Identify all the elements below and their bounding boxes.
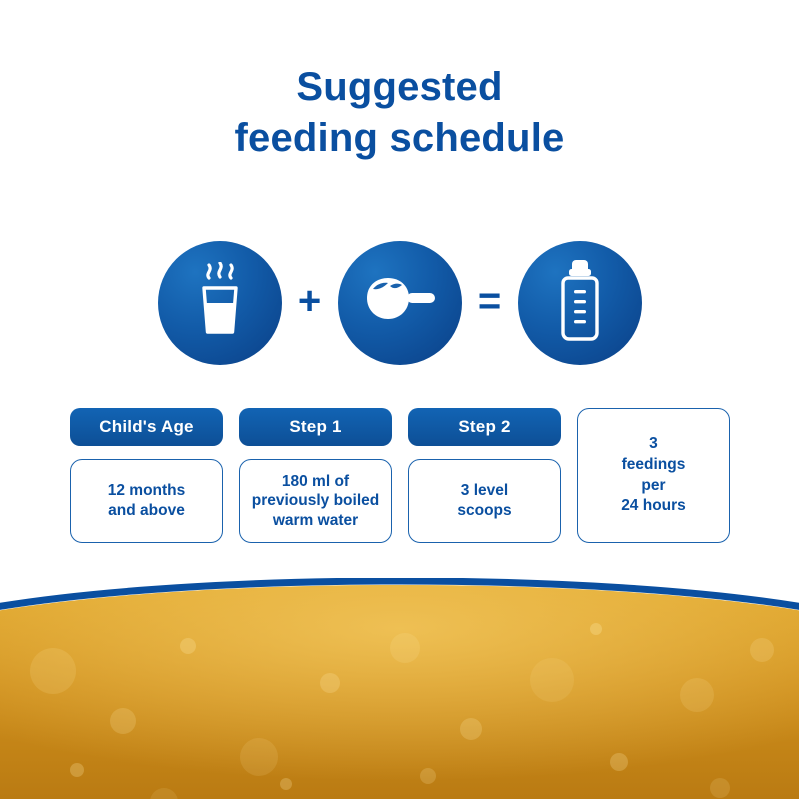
bokeh-dot bbox=[590, 623, 602, 635]
table-column-step1 bbox=[239, 408, 392, 543]
page-title bbox=[0, 62, 799, 164]
table-cell-result-line-2: feedings bbox=[621, 455, 686, 473]
bokeh-dot bbox=[460, 718, 482, 740]
bokeh-dot bbox=[320, 673, 340, 693]
table-cell-result-line-1: 3 bbox=[649, 435, 658, 453]
water-glass-badge bbox=[158, 241, 282, 365]
bokeh-dot bbox=[180, 638, 196, 654]
table-cell-step1-line-2: previously boiled bbox=[251, 492, 380, 510]
plus-operator: + bbox=[297, 278, 322, 323]
table-cell-result bbox=[577, 408, 730, 543]
table-cell-step1 bbox=[239, 459, 392, 543]
scoop-badge bbox=[338, 241, 462, 365]
table-cell-age bbox=[70, 459, 223, 543]
bokeh-dot bbox=[610, 753, 628, 771]
bokeh-dot bbox=[420, 768, 436, 784]
page-title-line-2: feeding schedule bbox=[234, 116, 565, 161]
table-cell-age-line-1: 12 months bbox=[107, 482, 186, 500]
feeding-schedule-table bbox=[70, 408, 730, 543]
steaming-glass-icon bbox=[185, 262, 255, 343]
column-header-step1: Step 1 bbox=[239, 408, 392, 446]
table-cell-result-line-4: 24 hours bbox=[621, 497, 686, 515]
table-cell-result-line-3: per bbox=[641, 476, 666, 494]
page-title-line-1: Suggested bbox=[296, 65, 503, 109]
table-cell-step2-line-2: scoops bbox=[457, 502, 512, 519]
bokeh-dot bbox=[280, 778, 292, 790]
icon-equation-row bbox=[0, 240, 799, 365]
table-cell-age-line-2: and above bbox=[108, 502, 185, 519]
bokeh-dot bbox=[30, 648, 76, 694]
table-cell-step1-line-1: 180 ml of bbox=[281, 472, 350, 490]
table-column-step2 bbox=[408, 408, 561, 543]
bokeh-dot bbox=[530, 658, 574, 702]
column-header-step2: Step 2 bbox=[408, 408, 561, 446]
bottle-badge bbox=[518, 241, 642, 365]
column-header-age: Child's Age bbox=[70, 408, 223, 446]
table-column-age bbox=[70, 408, 223, 543]
bokeh-dot bbox=[680, 678, 714, 712]
golden-bottom-band bbox=[0, 578, 799, 799]
baby-bottle-icon bbox=[555, 258, 605, 347]
table-column-result bbox=[577, 408, 730, 543]
table-cell-step1-line-3: warm water bbox=[272, 511, 359, 529]
scoop-icon bbox=[359, 272, 441, 333]
bokeh-dot bbox=[710, 778, 730, 798]
bokeh-dot bbox=[750, 638, 774, 662]
table-cell-step2-line-1: 3 level bbox=[460, 482, 509, 500]
bokeh-dot bbox=[110, 708, 136, 734]
bokeh-dot bbox=[390, 633, 420, 663]
equals-operator: = bbox=[477, 278, 502, 323]
bokeh-dot bbox=[70, 763, 84, 777]
bokeh-dot bbox=[240, 738, 278, 776]
table-cell-step2 bbox=[408, 459, 561, 543]
